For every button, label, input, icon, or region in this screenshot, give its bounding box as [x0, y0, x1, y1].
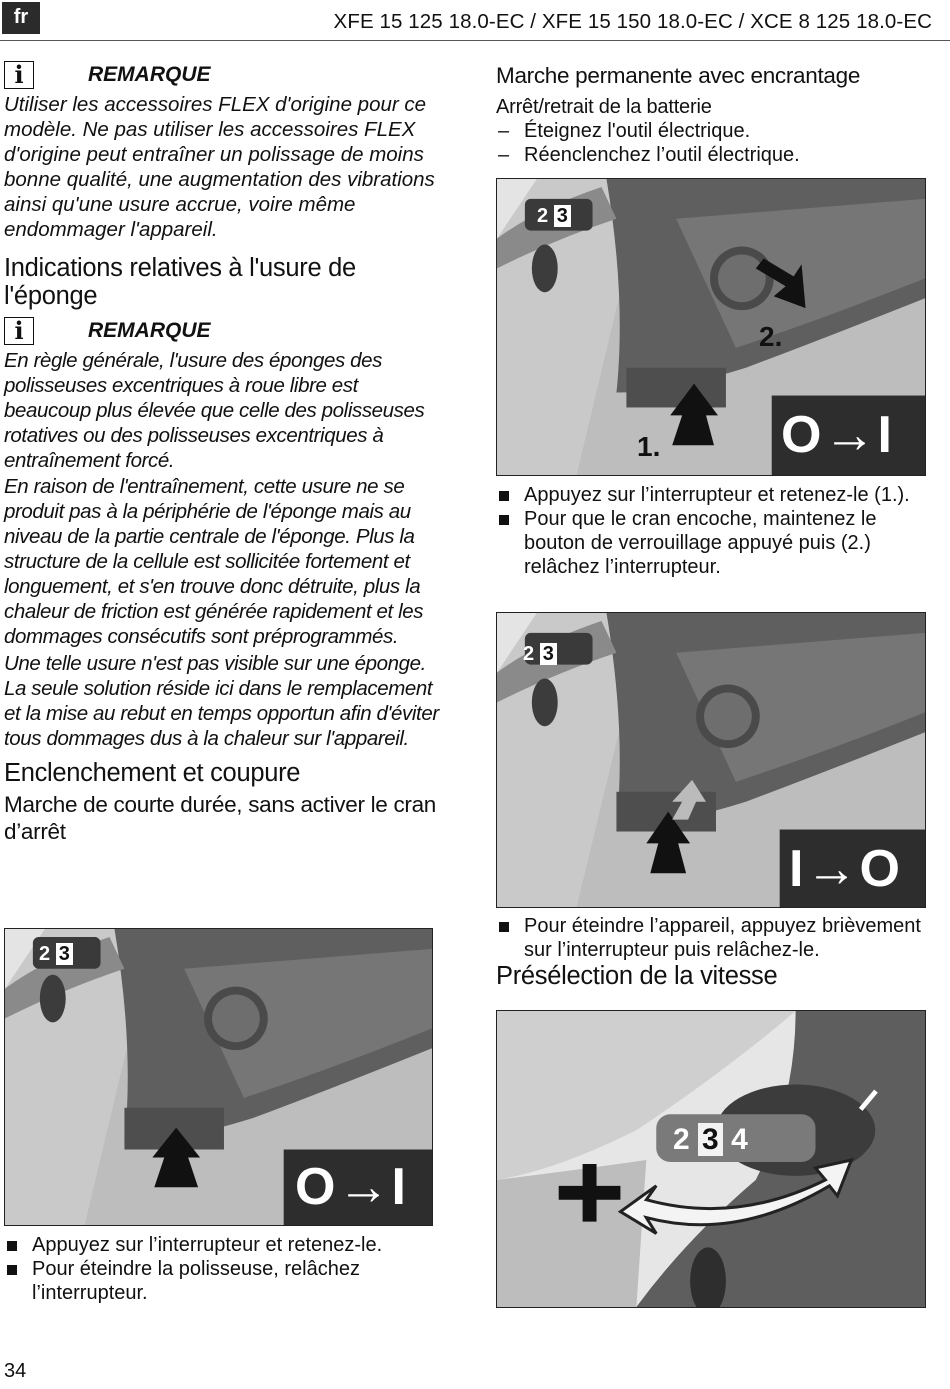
dial-number: 2: [537, 205, 549, 227]
note-text: Utiliser les accessoires FLEX d'origine pour ce modèle. Ne pas utiliser les accessoires FLEX d'origine peut entraîner un polissage de moins bonne qualité, une augmentation des vibrations ainsi qu'une usure accrue, voire même endommager l'appareil.: [4, 93, 435, 241]
step-label-1: 1.: [637, 431, 661, 462]
illustration-switch-short-run: [4, 928, 433, 1226]
list-item: Pour éteindre l’appareil, appuyez brièvement sur l’interrupteur puis relâchez-le.: [496, 914, 932, 962]
switch-off-symbol: I→O: [789, 840, 902, 898]
list-item: – Réenclenchez l’outil électrique.: [496, 143, 936, 167]
dial-number: 4: [731, 1123, 748, 1156]
right-column: [496, 62, 936, 167]
note-title: REMARQUE: [88, 319, 211, 342]
note-header: [4, 58, 449, 92]
page-number: 34: [4, 1360, 27, 1382]
dial-number: 3: [56, 943, 73, 965]
subheading-short-run: Marche de courte durée, sans activer le cran d’arrêt: [4, 792, 437, 844]
switch-on-symbol: O→I: [295, 1158, 408, 1216]
section-heading-wear: Indications relatives à l'usure de l'éponge: [4, 254, 356, 310]
header-divider: [0, 40, 950, 41]
info-icon: i: [4, 61, 34, 89]
info-icon: i: [4, 317, 34, 345]
subheading-permanent-run: Marche permanente avec encrantage: [496, 63, 861, 88]
note-title: REMARQUE: [88, 63, 211, 86]
dial-number: 3: [540, 643, 557, 665]
bullet-list-lock: [496, 483, 932, 579]
section-heading-speed: Présélection de la vitesse: [496, 962, 778, 990]
language-tag: fr: [2, 2, 40, 34]
list-item: Pour que le cran encoche, maintenez le bouton de verrouillage appuyé puis (2.) relâchez l’interrupteur.: [496, 507, 932, 579]
switch-on-symbol: O→I: [781, 406, 894, 464]
plus-symbol: [583, 1161, 584, 1162]
dial-number: 2: [673, 1123, 690, 1156]
note-paragraph: En règle générale, l'usure des éponges des polisseuses excentriques à roue libre est beaucoup plus élevée que celle des polisseuses rotatives ou des polisseuses excentriques à entraînement forcé.: [4, 349, 425, 472]
dash-list: [496, 119, 936, 167]
section-heading-switch: Enclenchement et coupure: [4, 759, 301, 787]
minus-symbol: –: [837, 1071, 896, 1126]
note-paragraph: En raison de l'entraînement, cette usure ne se produit pas à la périphérie de l'éponge mais au niveau de la partie centrale de l'éponge. Plus la structure de la cellule est sollicitée fortement et longuement, et s'en trouve donc détruite, plus la chaleur de friction est générée rapidement et les dommages consécutifs sont préprogrammés.: [4, 475, 424, 648]
bullet-list-short-run: [4, 1233, 444, 1305]
dial-number: 3: [698, 1123, 723, 1156]
dial-number: 2: [39, 943, 51, 965]
step-label-2: 2.: [759, 321, 783, 352]
note-header: [4, 314, 449, 348]
left-column: [4, 58, 449, 845]
list-item: – Éteignez l'outil électrique.: [496, 119, 936, 143]
list-item: Pour éteindre la polisseuse, relâchez l’interrupteur.: [4, 1257, 444, 1305]
dial-number: 3: [554, 205, 571, 227]
list-item: Appuyez sur l’interrupteur et retenez-le (1.).: [496, 483, 932, 507]
subheading-battery: Arrêt/retrait de la batterie: [496, 96, 712, 118]
list-item: Appuyez sur l’interrupteur et retenez-le.: [4, 1233, 444, 1257]
illustration-switch-off: [496, 612, 926, 908]
illustration-switch-lock: [496, 178, 926, 476]
bullet-list-off: [496, 914, 932, 962]
illustration-speed-dial: [496, 1010, 926, 1308]
model-numbers: XFE 15 125 18.0-EC / XFE 15 150 18.0-EC / XCE 8 125 18.0-EC: [333, 10, 932, 33]
dial-number: 2: [523, 643, 535, 665]
note-paragraph: Une telle usure n'est pas visible sur une éponge. La seule solution réside ici dans le remplacement et la mise au rebut en temps opportun afin d'éviter tous dommages dus à la chaleur sur l'appareil.: [4, 652, 439, 750]
